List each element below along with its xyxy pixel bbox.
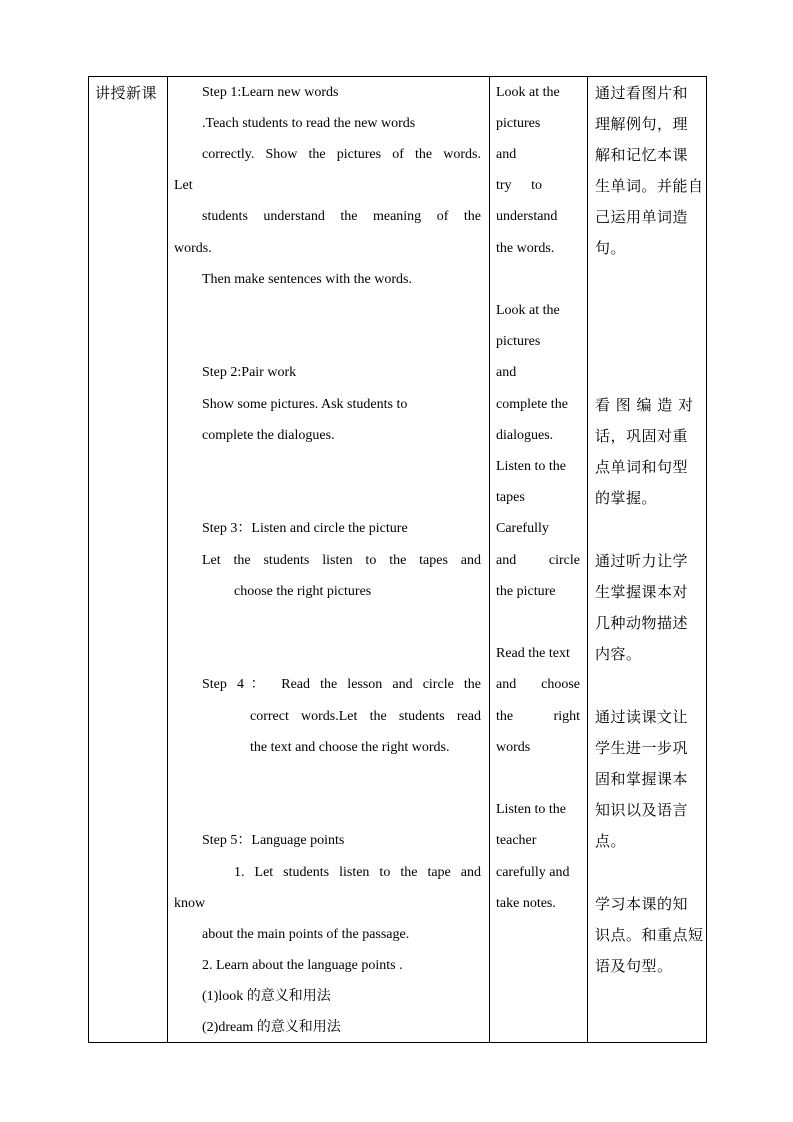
student-line: pictures	[496, 334, 541, 349]
column-divider	[167, 77, 168, 1042]
purpose-line: 内容。	[595, 645, 642, 663]
student-line: take notes.	[496, 896, 556, 911]
student-line: Look at the	[496, 303, 560, 318]
step5-line: 2. Learn about the language points .	[202, 958, 403, 973]
student-line: teacher	[496, 833, 537, 848]
purpose-line: 生单词。并能自	[595, 177, 704, 195]
step5-line: (2)dream 的意义和用法	[202, 1020, 341, 1035]
purpose-line: 知识以及语言	[595, 801, 689, 819]
student-line: Listen to the	[496, 802, 566, 817]
step5-title: Step 5：Language points	[202, 833, 345, 848]
purpose-line: 点。	[595, 832, 627, 850]
step5-line: know	[174, 896, 206, 911]
step3-line: choose the right pictures	[234, 584, 372, 599]
purpose-line: 学生进一步巩	[595, 739, 689, 757]
student-line: and choose	[496, 677, 580, 692]
step2-line: complete the dialogues.	[202, 428, 335, 443]
column-divider	[489, 77, 490, 1042]
column-divider	[587, 77, 588, 1042]
purpose-line: 己运用单词造	[595, 208, 689, 226]
student-line: the picture	[496, 584, 556, 599]
student-line: dialogues.	[496, 428, 554, 443]
student-line: complete the	[496, 397, 568, 412]
student-line: the right	[496, 709, 580, 724]
step1-line: Let	[174, 178, 193, 193]
step4-line: Step 4： Read the lesson and circle the	[202, 677, 481, 692]
step1-line: words.	[174, 241, 212, 256]
step5-line: about the main points of the passage.	[202, 927, 410, 942]
step1-line: students understand the meaning of the	[202, 209, 481, 224]
step1-line: correctly. Show the pictures of the words.	[202, 147, 481, 162]
student-line: and	[496, 147, 517, 162]
purpose-line: 理解例句，理	[595, 115, 689, 133]
purpose-line: 句。	[595, 239, 627, 257]
purpose-line: 几种动物描述	[595, 614, 689, 632]
purpose-line: 的掌握。	[595, 489, 658, 507]
student-line: words	[496, 740, 531, 755]
purpose-line: 固和掌握课本	[595, 770, 689, 788]
purpose-line: 点单词和句型	[595, 458, 689, 476]
purpose-line: 学习本课的知	[595, 895, 689, 913]
step5-line: 1. Let students listen to the tape and	[234, 865, 481, 880]
purpose-line: 通过听力让学	[595, 552, 689, 570]
student-line: and	[496, 365, 517, 380]
student-line: and circle	[496, 553, 580, 568]
purpose-line: 生掌握课本对	[595, 583, 689, 601]
student-line: Carefully	[496, 521, 549, 536]
step1-line: .Teach students to read the new words	[202, 116, 416, 131]
step1-line: Then make sentences with the words.	[202, 272, 412, 287]
student-line: Read the text	[496, 646, 570, 661]
purpose-line: 看 图 编 造 对	[595, 396, 694, 414]
student-line: the words.	[496, 241, 555, 256]
step5-line: (1)look 的意义和用法	[202, 989, 331, 1004]
student-line: tapes	[496, 490, 525, 505]
purpose-line: 识点。和重点短	[595, 926, 704, 944]
step1-title: Step 1:Learn new words	[202, 85, 339, 100]
student-line: Listen to the	[496, 459, 566, 474]
student-line: try to	[496, 178, 542, 193]
step2-title: Step 2:Pair work	[202, 365, 297, 380]
student-line: Look at the	[496, 85, 560, 100]
step2-line: Show some pictures. Ask students to	[202, 397, 408, 412]
student-line: pictures	[496, 116, 541, 131]
purpose-line: 话，巩固对重	[595, 427, 689, 445]
purpose-line: 通过看图片和	[595, 84, 689, 102]
row-label: 讲授新课	[95, 84, 158, 102]
purpose-line: 语及句型。	[595, 957, 673, 975]
purpose-line: 通过读课文让	[595, 708, 689, 726]
step4-line: correct words.Let the students read	[250, 709, 481, 724]
student-line: carefully and	[496, 865, 570, 880]
step3-title: Step 3：Listen and circle the picture	[202, 521, 408, 536]
step4-line: the text and choose the right words.	[250, 740, 450, 755]
purpose-line: 解和记忆本课	[595, 146, 689, 164]
step3-line: Let the students listen to the tapes and	[202, 553, 481, 568]
student-line: understand	[496, 209, 558, 224]
